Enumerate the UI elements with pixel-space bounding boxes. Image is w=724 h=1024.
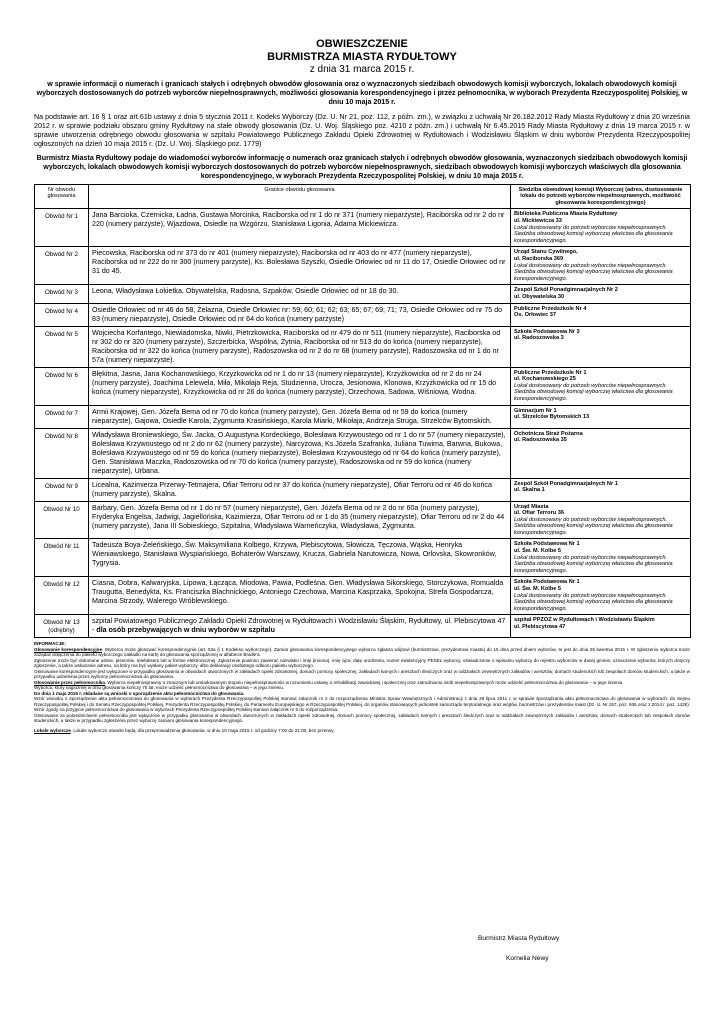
district-seat (511, 303, 691, 326)
seat-address: ul. Św. M. Kolbe 5 (514, 548, 562, 555)
seat-address: ul. Plebiscytowa 47 (514, 624, 566, 630)
header-nr: Nr obwodu głosowania (35, 184, 89, 209)
district-seat (511, 539, 691, 577)
district-boundaries (89, 405, 511, 428)
district-boundaries (89, 209, 511, 247)
district-number: Obwód Nr 4 (35, 303, 89, 326)
info-proxy-age: Wyborca, który najpóźniej w dniu głosowania kończy 75 lat, może udzielić pełnomocnictwa do głosowania – w jego imieniu. (34, 685, 285, 691)
page-title: OBWIESZCZENIE (316, 38, 408, 50)
seat-address: ul. Św. M. Kolbe 5 (514, 586, 562, 593)
seat-address: ul. Kochanowskiego 25 (514, 376, 576, 383)
table-row (35, 303, 691, 326)
issuing-authority: BURMISTRZA MIASTA RYDUŁTOWY (267, 51, 457, 63)
district-boundaries (89, 478, 511, 501)
info-correspondence (34, 647, 690, 658)
seat-name: Szkoła Podstawowa Nr 3 (514, 328, 580, 335)
notice-subject: w sprawie informacji o numerach i granicach stałych i odrębnych obwodów głosowania oraz o wyznaczonych siedzibach obwodowych komisji wyborczych, lokalach obwodowych komisji wyborczych dostosowanych do potrzeb wyborców niepełnosprawnych, możliwości głosowania korespondencyjnego i przez pełnomocnika, w wyborach Prezydenta Rzeczypospolitej Polskiej, w dniu 10 maja 2015 r. (36, 80, 688, 106)
seat-note: Lokal dostosowany do potrzeb wyborców niepełnosprawnych. Siedziba obwodowej komisji wyborczej właściwa dla głosowania korespondencyjnego. (514, 554, 673, 574)
district-boundaries (89, 577, 511, 615)
table-row (35, 615, 691, 638)
seat-note: Lokal dostosowany do potrzeb wyborców niepełnosprawnych. Siedziba obwodowej komisji wyborczej właściwa dla głosowania korespondencyjnego. (514, 224, 673, 244)
boundaries-text: Piecowska, Raciborska od nr 373 do nr 401 (numery nieparzyste), Raciborska od nr 403 do nr 477 (numery nieparzyste), Raciborska od nr 222 do nr 300 (numery parzyste), Ks. Bolesława Szyszki, Osiedle Orłowiec od nr 11 do 17, Osiedle Orłowiec od nr 31 do 45. (92, 249, 506, 276)
boundaries-note: dla osób przebywających w dniu wyborów w szpitalu (96, 626, 275, 635)
seat-address: ul. Raciborska 369 (514, 255, 564, 262)
districts-table (34, 184, 691, 639)
signature-role: Burmistrz Miasta Rydułtowy (478, 935, 560, 942)
district-number: Obwód Nr 10 (35, 501, 89, 539)
district-number: Obwód Nr 9 (35, 478, 89, 501)
seat-address: ul. Mickiewicza 33 (514, 218, 562, 224)
info-polling-text: . Lokale wyborcze otwarte będą, dla przeprowadzenia głosowania, w dniu 10 maja 2015 r. od godziny 7:00 do 21:00, bez przerwy. (70, 727, 335, 733)
district-boundaries (89, 539, 511, 577)
seat-note: Lokal dostosowany do potrzeb wyborców niepełnosprawnych. Siedziba obwodowej komisji wyborczej właściwa dla głosowania korespondencyjnego. (514, 592, 673, 612)
info-correspondence-text: . Wyborca może głosować korespondencyjnie (art. 53a § 1 Kodeksu wyborczego). Zamiar głosowania korespondencyjnego wyborca zgłasza wójtowi (burmistrzowi, prezydentowi miasta) do 15 dnia przed dniem wyborów, to jest do dnia 25 kwietnia 2015 r. W zgłoszeniu wyborca może zażądać dołączenia do pakietu wyborczego nakładki na kartę do głosowania sporządzonej w alfabecie Braille'a. (34, 646, 690, 658)
district-number: Obwód Nr 12 (35, 577, 89, 615)
district-number: Obwód Nr 1 (35, 209, 89, 247)
info-title: INFORMACJE: (34, 641, 66, 647)
district-number: Obwód Nr 3 (35, 285, 89, 303)
district-number: Obwód Nr 5 (35, 326, 89, 367)
district-seat (511, 501, 691, 539)
district-boundaries (89, 247, 511, 285)
seat-name: Szkoła Podstawowa Nr 1 (514, 541, 580, 548)
district-boundaries (89, 428, 511, 478)
seat-note: Lokal dostosowany do potrzeb wyborców niepełnosprawnych. Siedziba obwodowej komisji wyborczej właściwa dla głosowania korespondencyjnego. (514, 382, 673, 402)
seat-name: Szkoła Podstawowa Nr 1 (514, 579, 580, 586)
info-polling-stations (34, 728, 690, 734)
table-row (35, 539, 691, 577)
seat-note: Lokal dostosowany do potrzeb wyborców niepełnosprawnych. Siedziba obwodowej komisji wyborczej właściwa dla głosowania korespondencyjnego. (514, 262, 673, 282)
boundaries-text: Licealna, Kazimierza Przerwy-Tetmajera, Ofiar Terroru od nr 37 do końca (numery nieparzyste), Ofiar Terroru od nr 46 do końca (numery parzyste), Skalna. (92, 480, 492, 498)
info-proxy-label: Głosowanie przez pełnomocnika (34, 679, 105, 685)
boundaries-text: Barbary, Gen. Józefa Bema od nr 1 do nr 57 (numery nieparzyste), Gen. Józefa Bema od nr 2 do nr 60a (numery parzyste), Fryderyka Engelsa, Jadwigi, Jagiellońska, Kazimierza, Ofiar Terroru od nr 1 do 35 (numery nieparzyste), Ofiar Terroru od nr 2 do 44 (numery parzyste), Jana III Sobieskiego, Szpitalna, Władysława Warneńczyka, Władysława, Zygmunta. (92, 503, 505, 530)
signature-name: Kornelia Newy (506, 955, 549, 962)
table-row (35, 428, 691, 478)
header-boundaries: Granice obwodu głosowania (89, 184, 511, 209)
table-row (35, 247, 691, 285)
table-row (35, 326, 691, 367)
district-number: Obwód Nr 2 (35, 247, 89, 285)
boundaries-text: Ciasna, Dobra, Kalwaryjska, Lipowa, Łącząca, Miodowa, Pawia, Podleśna, Gen. Władysława Sikorskiego, Storczykowa, Romualda Traugutta, Benedykta, Ks. Franciszka Blachnickiego, Antoniego Czechowa, Marcina Kasprzaka, Spokojna, Strefa Gospodarcza, Marcina Strzody, Walerego Wróblewskiego. (92, 579, 504, 606)
district-boundaries (89, 367, 511, 405)
seat-address: ul. Strzelców Bytomskich 13 (514, 414, 590, 421)
seat-name: Biblioteka Publiczna Miasta Rydułtowy (514, 211, 618, 218)
boundaries-text: Błękitna, Jasna, Jana Kochanowskiego, Krzyżkowicka od nr 1 do nr 13 (numery nieparzyste), Krzyżkowicka od nr 2 do nr 24 (numery parzyste), Joachima Lelewela, Miła, Mikołaja Reja, Studzienna, Urocza, Jesionowa, Klonowa, Krzyżkowicka od nr 15 do końca (numery nieparzyste), Krzyżkowicka od nr 26 do końca (numery parzyste), Orzechowa, Sadowa, Wiśniowa, Wodna. (92, 369, 497, 396)
seat-name: Publiczne Przedszkole Nr 4 (514, 305, 587, 312)
notice-statement: Burmistrz Miasta Rydułtowy podaje do wiadomości wyborców informację o numerach oraz granicach stałych i odrębnych obwodów głosowania, wyznaczonych siedzibach obwodowych komisji wyborczych, lokalach obwodowych komisji wyborczych dostosowanych do potrzeb wyborców niepełnosprawnych, siedzibach obwodowych komisji wyborczych właściwych dla głosowania korespondencyjnego, w wyborach Prezydenta Rzeczypospolitej Polskiej, w dniu 10 maja 2015 r. (36, 153, 688, 180)
table-row (35, 209, 691, 247)
district-seat (511, 428, 691, 478)
seat-address: ul. Radoszowska 3 (514, 335, 564, 342)
seat-name: Ochotnicza Straż Pożarna (514, 430, 583, 437)
info-application: Zgłoszenie może być dokonane ustnie, pisemnie, telefaksem lub w formie elektronicznej. Zgłoszenie powinno zawierać nazwisko i imię (imiona), imię ojca, datę urodzenia, numer ewidencyjny PESEL wyborcy, oświadczenie o wpisaniu wyborcy do rejestru wyborców w danej gminie, oznaczenie wyborów, których dotyczy zgłoszenie, a także wskazanie adresu, na który ma być wysłany pakiet wyborczy, albo deklarację osobistego odbioru pakietu wyborczego. (34, 657, 690, 669)
district-boundaries (89, 615, 511, 638)
district-seat (511, 326, 691, 367)
info-proxy-text: . Wyborca niepełnosprawny o znacznym lub umiarkowanym stopniu niepełnosprawności w rozumieniu ustawy o rehabilitacji zawodowej i społecznej oraz zatrudnianiu osób niepełnosprawnych może udzielić pełnomocnictwa do głosowania – w jego imieniu. (104, 679, 624, 685)
seat-address: ul. Radoszowska 35 (514, 437, 567, 444)
boundaries-text: Armii Krajowej, Gen. Józefa Bema od nr 70 do końca (numery parzyste), Gen. Józefa Bema od nr 59 do końca (numery nieparzyste), Gajowa, Osiedle Karola, Zygmunta Krasińskiego, Karola Miarki, Mikołaja, Andrzeja Struga, Strzelców Bytomskich. (92, 407, 492, 425)
district-seat (511, 367, 691, 405)
district-seat (511, 247, 691, 285)
boundaries-text: Wojciecha Korfantego, Niewiadomska, Niwki, Pietrzkowicka, Raciborska od nr 479 do nr 511 (numery nieparzyste), Raciborska od nr 302 do nr 320 (numery parzyste), Szczerbicka, Wspólna, Żytnia, Raciborska od nr 513 do do końca (numery nieparzyste), Raciborska od nr 322 do końca (numery parzyste), Radoszowska od nr 2 do nr 68 (numery parzyste), Radoszowska od nr 1 do nr 57a (numery nieparzyste). (92, 328, 501, 364)
district-seat (511, 405, 691, 428)
district-number: Obwód Nr 7 (35, 405, 89, 428)
seat-name: Urząd Stanu Cywilnego, (514, 249, 578, 256)
table-row (35, 577, 691, 615)
info-proxy-deadline: Do dnia 1 maja 2015 r. składane są wnioski o sporządzenie aktu pełnomocnictwa do głosowania. (34, 690, 245, 696)
seat-address: ul. Ofiar Terroru 36 (514, 510, 564, 517)
seat-name: Zespół Szkół Ponadgimnazjalnych Nr 1 (514, 480, 618, 487)
table-row (35, 367, 691, 405)
legal-basis: Na podstawie art. 16 § 1 oraz art 61b ustawy z dnia 5 stycznia 2011 r. Kodeks Wyborczy (Dz. U. Nr 21, poz. 112, z późn. zm.), w związku z uchwałą Nr 26.182.2012 Rady Miasta Rydułtowy z dnia 20 września 2012 r. w sprawie podziału obszaru gminy Rydułtowy na stałe obwody głosowania (Dz. U. Woj. Śląskiego poz. 4210 z późn. zm.) i uchwałą Nr 6.45.2015 Rady Miasta Rydułtowy z dnia 19 marca 2015 r. w sprawie utworzenia odrębnego obwodu głosowania w szpitalu Powiatowego Publicznego Zakładu Opieki Zdrowotnej w Rydułtowach i Wodzisławiu Śląskim w dniu wyborów Prezydenta Rzeczypospolitej ogłoszonych na dzień 10 maja 2015 r. (Dz. U. Woj. Śląskiego poz. 1779) (34, 113, 690, 148)
info-correspondence-label: Głosowanie korespondencyjne (34, 646, 102, 652)
district-seat (511, 209, 691, 247)
boundaries-text: Jana Barcioka, Czernicka, Ładna, Gustawa Morcinka, Raciborska od nr 1 do nr 371 (numery nieparzyste), Raciborska od nr 2 do nr 220 (numery parzyste), Wjazdowa, Osiedle na Wzgórzu, Stanisława Ligonia, Adama Mickiewicza. (92, 211, 505, 229)
info-proxy-form: Wzór wniosku o sporządzenie aktu pełnomocnictwa do głosowania w wyborach Prezydenta Rzeczypospolitej Polskiej stanowi załącznik nr 2 do rozporządzenia Ministra Spraw Wewnętrznych i Administracji z dnia 28 lipca 2011 r. w sprawie sporządzania aktu pełnomocnictwa do głosowania w wyborach: do Sejmu Rzeczypospolitej Polskiej i do Senatu Rzeczypospolitej Polskiej, Prezydenta Rzeczypospolitej Polskiej, do Parlamentu Europejskiego w Rzeczypospolitej Polskiej, do organów stanowiących jednostek samorządu terytorialnego oraz wójtów, burmistrzów i prezydentów miast (Dz. U. Nr 157, poz. 936 oraz z 2014 r. poz. 1428). Wzór zgody na przyjęcie pełnomocnictwa do głosowania w wyborach Prezydenta Rzeczypospolitej Polskiej stanowi załącznik nr 6 do rozporządzenia. (34, 696, 690, 713)
seat-name: Urząd Miasta (514, 503, 549, 510)
district-boundaries (89, 285, 511, 303)
seat-name: Publiczne Przedszkole Nr 1 (514, 369, 587, 376)
info-proxy-exclusion: Głosowanie za pośrednictwem pełnomocnika jest wyłączone w przypadku głosowania w obwodach utworzonych w zakładach opieki zdrowotnej, domach pomocy społecznej, zakładach karnych i aresztach śledczych oraz w oddziałach zewnętrznych zakładów i aresztów, domach studenckich lub zespołach domów studenckich, a także w przypadku zgłoszenia przez wyborcę zamiaru głosowania korespondencyjnego. (34, 712, 690, 724)
info-polling-label: Lokale wyborcze (34, 727, 71, 733)
district-boundaries (89, 326, 511, 367)
seat-address: Os. Orłowiec 37 (514, 312, 556, 319)
info-exclusion: Głosowanie korespondencyjne jest wyłączone w przypadku głosowania w obwodach utworzonych w zakładach opieki zdrowotnej, domach pomocy społecznej, zakładach karnych i aresztach śledczych oraz w oddziałach zewnętrznych zakładów i aresztów, domach studenckich lub zespołach domów studenckich, a także w przypadku udzielenia przez wyborcę pełnomocnictwa do głosowania. (34, 668, 690, 680)
table-row (35, 285, 691, 303)
district-seat (511, 577, 691, 615)
district-boundaries (89, 303, 511, 326)
table-row (35, 405, 691, 428)
boundaries-text: Osiedle Orłowiec od nr 46 do 58, Żelazna, Osiedle Orłowiec nr: 59; 60; 61; 62; 63; 65; 67; 69; 71; 73, Osiedle Orłowiec od nr 75 do 83 (numery nieparzyste), Osiedle Orłowiec od nr 64 do końca (numery parzyste) (92, 305, 503, 323)
district-number: Obwód Nr 8 (35, 428, 89, 478)
seat-name: Zespół Szkół Ponadgimnazjalnych Nr 2 (514, 287, 618, 294)
boundaries-text: Tadeusza Boya-Żeleńskiego, Św. Maksymiliana Kolbego, Krzywa, Plebiscytowa, Słowicza, Tęczowa, Wąska, Henryka Wieniawskiego, Stanisława Wyspiańskiego, Bohaterów Warszawy, Krucza, Gabriela Narutowicza, Nowa, Orlovska, Skowronków, Tygrysia. (92, 541, 497, 568)
seat-note: Lokal dostosowany do potrzeb wyborców niepełnosprawnych. Siedziba obwodowej komisji wyborczej właściwa dla głosowania korespondencyjnego. (514, 516, 673, 536)
district-seat (511, 478, 691, 501)
seat-address: ul. Skalna 1 (514, 487, 545, 494)
boundaries-text: Leona, Władysława Łokietka, Obywatelska, Radosna, Szpaków, Osiedle Orłowiec od nr 18 do 30. (92, 287, 399, 296)
information-section (34, 641, 690, 733)
boundaries-text: szpital Powiatowego Publicznego Zakładu Opieki Zdrowotnej w Rydułtowach i Wodzisławiu Śląskim, Rydułtowy, ul. Plebiscytowa 47 - (92, 617, 506, 635)
seat-name: szpital PPZOZ w Rydułtowach i Wodzisławiu Śląskim (514, 617, 655, 624)
seat-address: ul. Obywatelska 30 (514, 293, 565, 300)
header-seat: Siedziba obwodowej komisji Wyborczej (adres, dostosowanie lokalu do potrzeb wyborców niepełnosprawnych, możliwość głosowania korespondencyjnego) (511, 184, 691, 209)
seat-name: Gimnazjum Nr 1 (514, 407, 557, 414)
table-row (35, 501, 691, 539)
notice-date: z dnia 31 marca 2015 r. (309, 64, 415, 75)
boundaries-text: Władysława Broniewskiego, Św. Jacka, O.Augustyna Kordeckiego, Bolesława Krzywoustego od nr 1 do nr 57 (numery nieparzyste), Bolesława Krzywoustego od nr 2 do nr 62 (numery parzyste), Narcyzowa, Ks.Józefa Szafranka, Juliana Tuwima, Barwna, Bukowa, Bolesława Krzywoustego od nr 59 do końca (numery nieparzyste), Bolesława Krzywoustego od nr 64 do końca (numery parzyste), Gen. Stanisława Maczka, Radoszowska od nr 70 do końca (numery parzyste), Radoszowska od nr 59 do końca (numery nieparzyste), Urbana. (92, 430, 506, 475)
table-header-row (35, 184, 691, 209)
district-number: Obwód Nr 6 (35, 367, 89, 405)
district-seat (511, 615, 691, 638)
district-number: Obwód Nr 11 (35, 539, 89, 577)
district-number: Obwód Nr 13 (odrębny) (35, 615, 89, 638)
district-seat (511, 285, 691, 303)
district-boundaries (89, 501, 511, 539)
table-row (35, 478, 691, 501)
